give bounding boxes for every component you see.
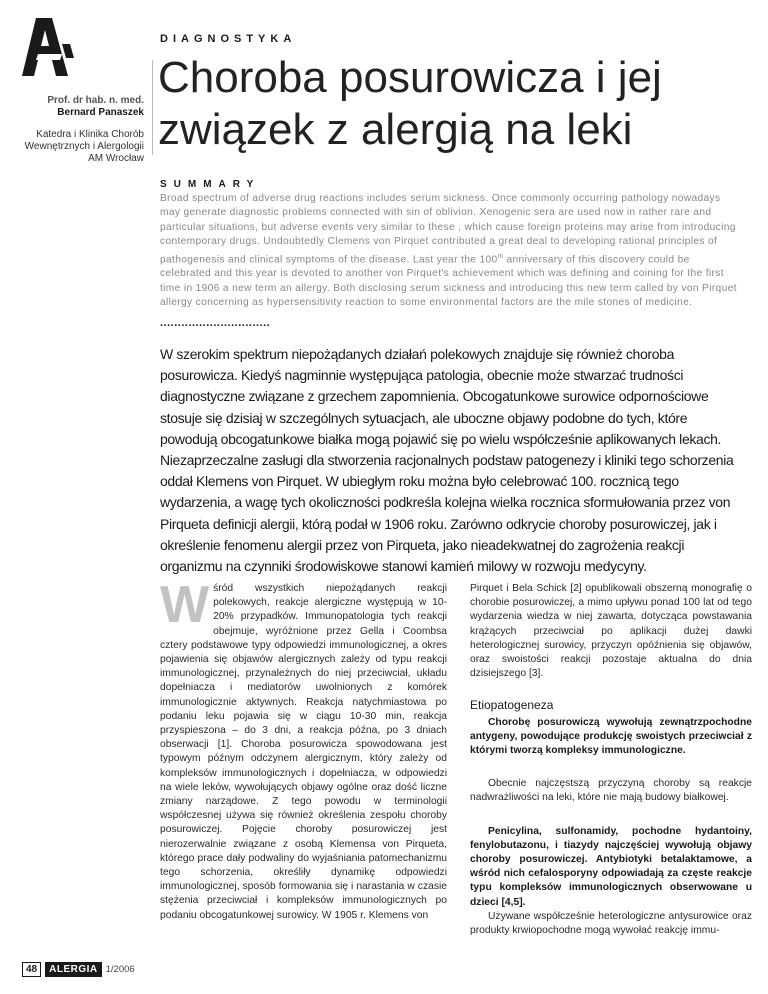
dotted-separator: ...............................	[160, 317, 271, 329]
body-paragraph: Używane współcześnie heterologiczne antysurowice oraz produkty krwiopochodne mogą wywołać reakcję immu-	[470, 910, 752, 937]
journal-name: ALERGIA	[45, 962, 102, 977]
issue-number: 1/2006	[105, 964, 135, 975]
affiliation-line-2: Wewnętrznych i Alergologii	[24, 141, 144, 152]
author-name: Bernard Panaszek	[57, 107, 144, 118]
section-heading: Etiopatogeneza	[470, 698, 554, 713]
author-block	[6, 95, 144, 165]
author-degree: Prof. dr hab. n. med.	[47, 95, 144, 106]
affiliation-line-1: Katedra i Klinika Chorób	[36, 129, 144, 140]
section-label: DIAGNOSTYKA	[160, 33, 297, 45]
summary-part-b: anniversary of this discovery could be celebrated and this year is devoted to another von Pirquet's achievement which was defining and coining for the first time in 1906 a new term an allergy. Both disclosing serum sickness and introducing this new term called by von Pirquet allergy concerning as hypersensitivity reaction to some environmental factors are the mile stones of medicine.	[160, 254, 737, 309]
bold-paragraph: Chorobę posurowiczą wywołują zewnątrzpochodne antygeny, powodujące produkcję swoistych przeciwciał z którymi tworzą kompleksy immunologiczne.	[470, 716, 752, 757]
summary-text	[160, 192, 740, 311]
body-column-right	[470, 582, 752, 938]
body-text-left: śród wszystkich niepożądanych reakcji polekowych, reakcje alergiczne występują w 10-20% przypadków. Immunopatologia tych reakcji obejmuje, wyróżnione przez Gella i Coombsa cztery podstawowe typy odpowiedzi immunologicznej, a okres pojawienia się objawów alergicznych zależy od typu reakcji immunologicznej, przynależnych do niej przeciwciał, układu dopełniacza i mediatorów uwolnionych z komórek immunologicznie aktywnych. Reakcja natychmiastowa po podaniu leku pojawia się w ciągu 10-30 min, reakcja przyspieszona – do 3 dni, a reakcja późna, po 3 dniach obserwacji [1]. Choroba posurowicza spowodowana jest typowym późnym odczynem alergicznym, który zależy od kompleksów immunologicznych i dopełniacza, w odpowiedzi na wiele leków, wywołujących objawy ogólne oraz dość liczne zmiany narządowe. Z tego powodu w terminologii współczesnej używa się również określenia zespołu choroby posurowiczej. Pojęcie choroby posurowiczej jest nierozerwalnie związane z osobą Klemensa von Pirqueta, którego prace dały podwaliny do wyjaśniania patomechanizmu tego schorzenia, określiły dynamikę odpowiedzi immunologicznej, sposób formowania się i narastania w czasie stężenia przeciwciał i kompleksów immunologicznych po podaniu obcogatunkowej surowicy. W 1905 r. Klemens von	[160, 583, 447, 921]
drop-cap: W	[160, 576, 210, 634]
summary-part-a: Broad spectrum of adverse drug reactions includes serum sickness. Once commonly occurring pathology nowadays may generate diagnostic problems connected with sin of oblivion. Xenogenic sera are used now in rather rare and particular situations, but adverse events very similar to these , which cause foreign proteins may arise from introducing contemporary drugs. Undoubtedly Clemens von Pirquet contributed a great deal to developing rational principles of pathogenesis and clinical symptoms of the disease. Last year the 100	[160, 193, 736, 266]
title-line-1: Choroba posurowicza i jej	[158, 53, 662, 102]
page-footer	[22, 962, 135, 977]
journal-logo-icon	[22, 16, 74, 78]
summary-label: SUMMARY	[160, 179, 261, 190]
page-number: 48	[22, 962, 41, 977]
lead-paragraph: W szerokim spektrum niepożądanych działań polekowych znajduje się również choroba posurowicza. Kiedyś nagminnie występująca patologia, obecnie może stwarzać trudności diagnostyczne związane z grzechem zapomnienia. Obcogatunkowe surowice odpornościowe stosuje się dzisiaj w szczególnych sytuacjach, ale uboczne objawy podobne do tych, które powodują obcogatunkowe białka mogą pojawić się po wielu współcześnie aplikowanych lekach. Niezaprzeczalne zasługi dla stworzenia racjonalnych podstaw patogenezy i kliniki tego schorzenia oddał Klemens von Pirquet. W ubiegłym roku można było celebrować 100. rocznicą tego wydarzenia, a wagę tych okoliczności podkreśla kolejna wielka rocznica sformułowania przez von Pirqueta definicji alergii, którą podał w 1906 roku. Zarówno odkrycie choroby posurowiczej, jak i określenie fenomenu alergii przez von Pirqueta, jako nieadekwatnej do zagrożenia reakcji organizmu na czynniki środowiskowe stanowi kamień milowy w rozwoju medycyny.	[160, 346, 734, 575]
article-title	[158, 52, 748, 156]
bold-paragraph: Penicylina, sulfonamidy, pochodne hydantoiny, fenylobutazonu, i tiazydy najczęściej wywołują objawy choroby posurowiczej. Antybiotyki betalaktamowe, a wśród nich cefalosporyny odpowiadają za częste reakcje typu kompleksów immunologicznych obserwowane u dzieci [4,5].	[470, 825, 752, 908]
divider	[152, 60, 153, 155]
author-affiliation	[6, 129, 144, 165]
summary-superscript: th	[497, 253, 504, 260]
body-column-left	[160, 576, 447, 923]
affiliation-line-3: AM Wrocław	[88, 153, 144, 164]
body-paragraph: Obecnie najczęstszą przyczyną choroby są reakcje nadwrażliwości na leki, które nie mają budowy białkowej.	[470, 778, 752, 804]
body-paragraph: Pirquet i Bela Schick [2] opublikowali obszerną monografię o chorobie posurowiczej, a mimo upływu ponad 100 lat od tego wydarzenia wiedza w niej zawarta, dotycząca powstawania krążących przeciwciał po aplikacji dużej dawki heterologicznej surowicy, przyczyn opóźnienia się objawów, oraz swoistości reakcji pozostaje aktualna do dnia dzisiejszego [3].	[470, 583, 752, 680]
title-line-2: związek z alergią na leki	[158, 105, 633, 154]
